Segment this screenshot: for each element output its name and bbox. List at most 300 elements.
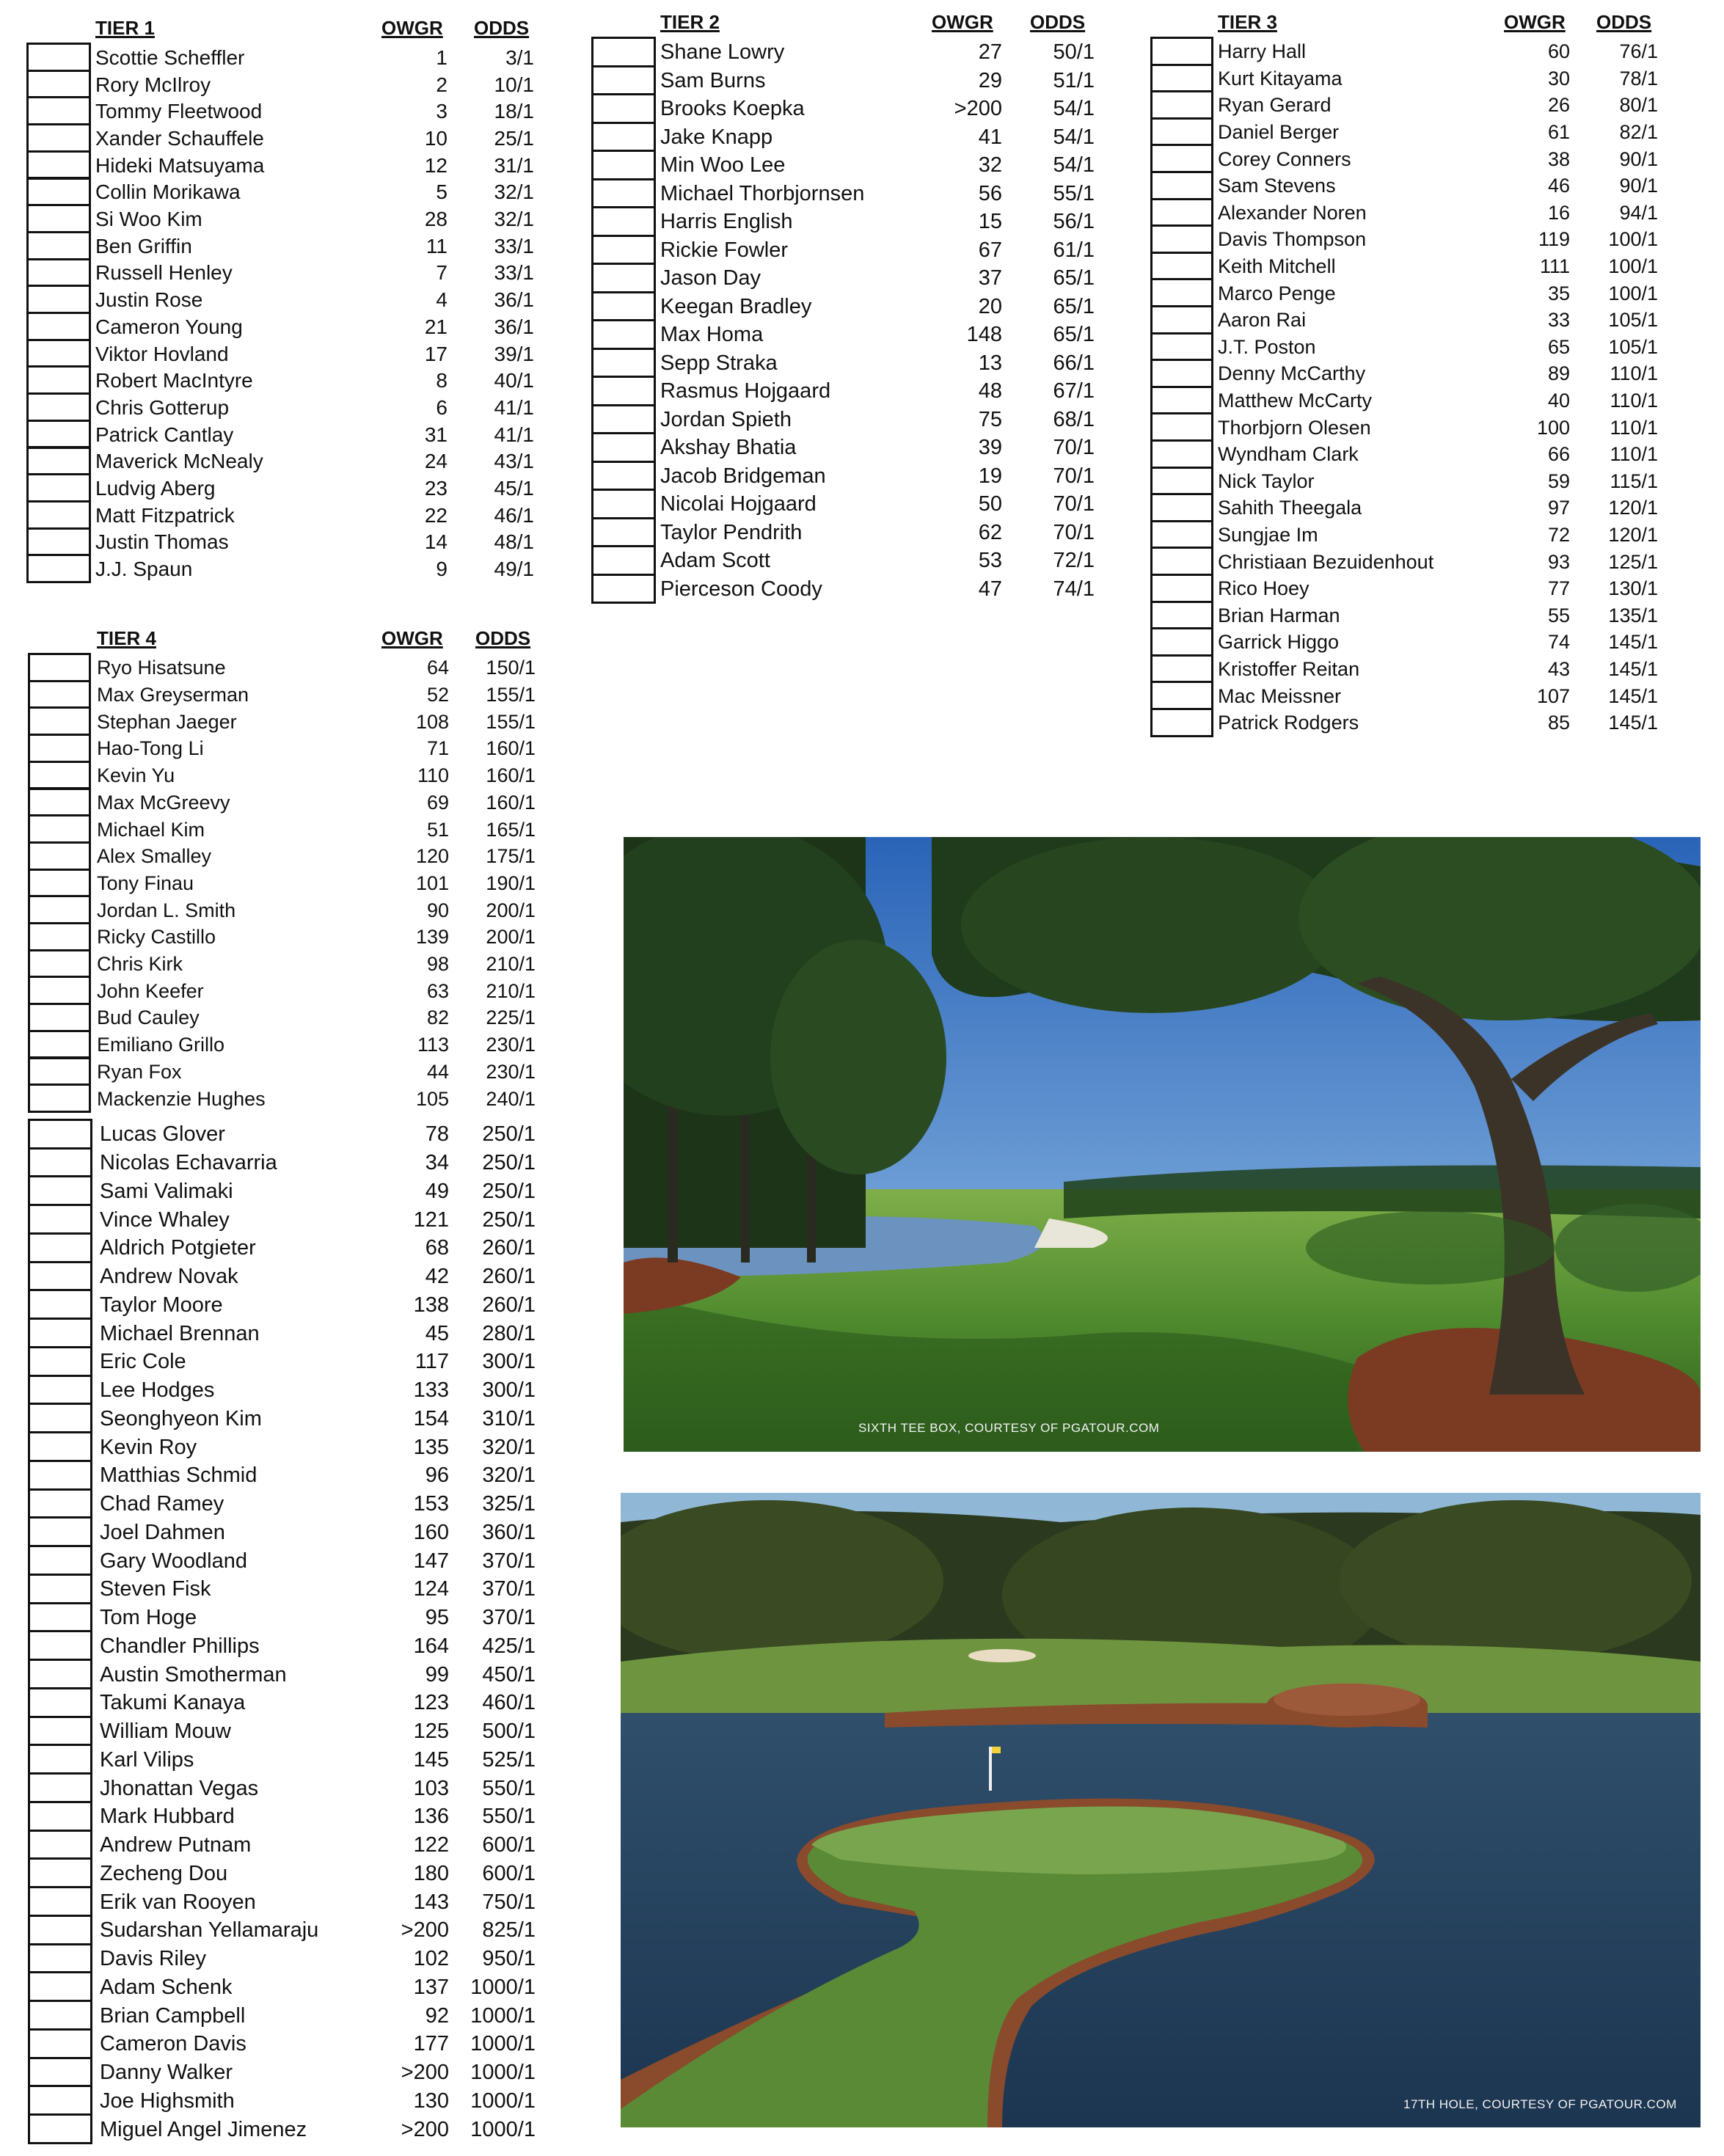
player-odds: 325/1 (482, 1492, 536, 1516)
tier-1-list (26, 13, 540, 583)
player-owgr: 93 (1547, 550, 1570, 573)
player-odds: 3/1 (505, 45, 534, 69)
player-name: Alex Smalley (97, 845, 212, 868)
pick-checkbox[interactable] (28, 1119, 92, 1150)
pick-checkbox[interactable] (591, 263, 656, 293)
player-name: Chandler Phillips (100, 1634, 260, 1658)
player-owgr: 17 (424, 342, 448, 365)
player-odds: 500/1 (482, 1720, 536, 1744)
player-odds: 31/1 (494, 153, 534, 177)
pick-checkbox[interactable] (28, 1003, 91, 1032)
player-owgr: 122 (413, 1833, 449, 1857)
player-name: Sam Burns (660, 68, 766, 92)
player-owgr: 90 (426, 899, 449, 921)
photo-caption: 17TH HOLE, COURTESY OF PGATOUR.COM (1403, 2097, 1677, 2111)
pick-checkbox[interactable] (1150, 386, 1213, 415)
player-row (28, 814, 541, 844)
pick-checkbox[interactable] (26, 70, 91, 99)
player-row (28, 922, 541, 951)
player-name: Adam Scott (660, 549, 770, 573)
pick-checkbox[interactable] (26, 473, 91, 503)
player-odds: 1000/1 (470, 2117, 536, 2141)
tier-4-list (28, 624, 541, 2144)
pick-checkbox[interactable] (28, 2113, 92, 2144)
pick-checkbox[interactable] (28, 1261, 92, 1292)
pick-checkbox[interactable] (28, 1857, 92, 1888)
pick-checkbox[interactable] (26, 420, 91, 449)
pick-checkbox[interactable] (28, 841, 91, 871)
player-row (1150, 627, 1664, 657)
owgr-header: OWGR (381, 17, 443, 39)
pick-checkbox[interactable] (28, 1886, 92, 1917)
player-name: Aldrich Potgieter (100, 1236, 256, 1260)
pick-checkbox[interactable] (28, 1346, 92, 1377)
player-name: Marco Penge (1218, 282, 1336, 304)
pick-checkbox[interactable] (28, 949, 91, 979)
player-name: Brian Harman (1218, 604, 1340, 626)
player-name: Adam Schenk (100, 1975, 233, 1999)
player-odds: 250/1 (482, 1151, 536, 1175)
player-row (1150, 278, 1664, 307)
pick-checkbox[interactable] (28, 706, 91, 736)
pick-checkbox[interactable] (1150, 467, 1213, 496)
player-owgr: 55 (1547, 604, 1570, 626)
pick-checkbox[interactable] (28, 2028, 92, 2059)
pick-checkbox[interactable] (591, 93, 656, 124)
pick-checkbox[interactable] (591, 348, 656, 379)
player-owgr: 47 (978, 577, 1002, 601)
pick-checkbox[interactable] (591, 37, 656, 67)
pick-checkbox[interactable] (28, 1687, 92, 1718)
seventeenth-hole-photo (621, 1493, 1701, 2127)
pick-checkbox[interactable] (1150, 520, 1213, 549)
player-odds: 1000/1 (470, 1975, 536, 1999)
player-odds: 120/1 (1608, 524, 1658, 547)
player-name: J.T. Poston (1218, 335, 1316, 358)
player-owgr: 34 (425, 1151, 449, 1175)
pick-checkbox[interactable] (28, 1147, 92, 1178)
pick-checkbox[interactable] (26, 365, 91, 395)
player-name: Matthew McCarty (1218, 390, 1373, 412)
pick-checkbox[interactable] (28, 1602, 92, 1633)
player-name: Aaron Rai (1218, 309, 1307, 332)
player-odds: 145/1 (1608, 684, 1658, 707)
tier-rows (1150, 37, 1664, 737)
player-owgr: >200 (401, 1918, 449, 1943)
player-row (26, 231, 540, 260)
player-name: Andrew Novak (100, 1265, 238, 1289)
player-odds: 110/1 (1610, 416, 1658, 439)
player-name: Taylor Pendrith (660, 520, 803, 544)
player-row (591, 545, 1105, 576)
pick-checkbox[interactable] (26, 285, 91, 314)
player-name: Sami Valimaki (100, 1179, 233, 1203)
player-name: Justin Rose (95, 288, 203, 312)
player-name: Chad Ramey (100, 1492, 224, 1516)
player-row (1150, 708, 1664, 737)
pick-checkbox[interactable] (1150, 171, 1213, 200)
pick-checkbox[interactable] (591, 65, 656, 96)
player-odds: 45/1 (494, 477, 534, 500)
pick-checkbox[interactable] (28, 1084, 91, 1113)
player-odds: 130/1 (1608, 577, 1658, 600)
pick-checkbox[interactable] (28, 1460, 92, 1491)
pick-checkbox[interactable] (28, 1830, 92, 1860)
player-owgr: 85 (1547, 712, 1570, 734)
player-row (28, 1147, 541, 1178)
player-name: John Keefer (97, 979, 204, 1002)
pick-checkbox[interactable] (591, 404, 656, 435)
player-name: Miguel Angel Jimenez (100, 2117, 307, 2141)
pick-checkbox[interactable] (591, 376, 656, 406)
pick-checkbox[interactable] (28, 1175, 92, 1206)
pick-checkbox[interactable] (28, 653, 91, 682)
pick-checkbox[interactable] (1150, 574, 1213, 603)
player-name: Max McGreevy (97, 791, 230, 814)
pick-checkbox[interactable] (591, 517, 656, 548)
player-owgr: 89 (1547, 362, 1570, 385)
pick-checkbox[interactable] (591, 574, 656, 604)
player-odds: 110/1 (1610, 390, 1658, 412)
pick-checkbox[interactable] (1150, 708, 1213, 737)
player-owgr: 39 (978, 436, 1002, 460)
player-row (591, 263, 1105, 293)
player-row (591, 291, 1105, 322)
player-name: Cameron Davis (100, 2032, 246, 2056)
pick-checkbox[interactable] (28, 1943, 92, 1974)
pick-checkbox[interactable] (28, 1744, 92, 1775)
pick-checkbox[interactable] (1150, 332, 1213, 362)
player-owgr: 180 (413, 1861, 449, 1885)
player-row (591, 376, 1105, 406)
player-name: Stephan Jaeger (97, 710, 237, 733)
pick-checkbox[interactable] (28, 1289, 92, 1320)
player-name: Matt Fitzpatrick (95, 503, 235, 527)
player-row (26, 96, 540, 125)
player-row (28, 1232, 541, 1263)
island-green-image (621, 1493, 1701, 2127)
pick-checkbox[interactable] (28, 1915, 92, 1945)
player-owgr: 43 (1547, 658, 1570, 681)
player-name: Lucas Glover (100, 1122, 225, 1147)
player-name: Kurt Kitayama (1218, 67, 1343, 89)
player-owgr: 96 (425, 1463, 449, 1488)
pick-checkbox[interactable] (28, 1057, 91, 1086)
player-name: Vince Whaley (100, 1207, 230, 1232)
player-row (28, 1830, 541, 1860)
player-name: Patrick Cantlay (95, 423, 234, 446)
pick-checkbox[interactable] (1150, 601, 1213, 630)
player-owgr: 6 (436, 395, 448, 419)
player-odds: 150/1 (486, 657, 536, 679)
pick-checkbox[interactable] (28, 2057, 92, 2088)
player-owgr: 59 (1547, 469, 1570, 492)
player-odds: 67/1 (1053, 379, 1095, 403)
player-odds: 370/1 (482, 1549, 536, 1573)
tier-3-list (1150, 7, 1664, 737)
player-owgr: 113 (417, 1034, 449, 1056)
pick-checkbox[interactable] (28, 1630, 92, 1661)
player-odds: 175/1 (486, 845, 536, 868)
player-odds: 250/1 (482, 1179, 536, 1203)
pick-checkbox[interactable] (28, 734, 91, 763)
pick-checkbox[interactable] (591, 122, 656, 153)
player-row (591, 150, 1105, 180)
pick-checkbox[interactable] (28, 1488, 92, 1519)
pick-checkbox[interactable] (1150, 278, 1213, 307)
pick-checkbox[interactable] (26, 339, 91, 368)
player-odds: 450/1 (482, 1662, 536, 1687)
player-name: Sepp Straka (660, 351, 778, 375)
pick-checkbox[interactable] (1150, 37, 1213, 66)
pick-checkbox[interactable] (26, 392, 91, 422)
player-name: Nicolas Echavarria (100, 1151, 277, 1175)
player-name: Ricky Castillo (97, 926, 216, 949)
player-owgr: 32 (978, 153, 1002, 178)
player-name: Min Woo Lee (660, 153, 786, 178)
pick-checkbox[interactable] (1150, 412, 1213, 442)
pick-checkbox[interactable] (28, 1545, 92, 1576)
player-owgr: 99 (425, 1662, 449, 1687)
player-owgr: 63 (426, 979, 449, 1002)
pick-checkbox[interactable] (28, 1659, 92, 1689)
pick-checkbox[interactable] (591, 461, 656, 492)
pick-checkbox[interactable] (26, 43, 91, 72)
player-row (28, 1915, 541, 1945)
player-row (28, 1602, 541, 1633)
player-name: Harry Hall (1218, 40, 1307, 63)
player-row (26, 554, 540, 583)
pick-checkbox[interactable] (591, 319, 656, 350)
player-name: Brian Campbell (100, 2003, 246, 2028)
player-row (28, 1716, 541, 1747)
player-row (26, 43, 540, 72)
pick-checkbox[interactable] (1150, 547, 1213, 576)
player-owgr: 23 (424, 477, 448, 500)
player-name: Chris Kirk (97, 953, 183, 976)
player-name: Davis Thompson (1218, 228, 1367, 251)
player-row (1150, 574, 1664, 603)
player-odds: 32/1 (494, 208, 534, 231)
pick-checkbox[interactable] (28, 976, 91, 1005)
pick-checkbox[interactable] (28, 1971, 92, 2002)
pick-checkbox[interactable] (26, 447, 91, 476)
player-owgr: 56 (978, 181, 1002, 205)
pick-checkbox[interactable] (28, 1030, 91, 1059)
player-owgr: 28 (424, 208, 448, 231)
pick-checkbox[interactable] (28, 1801, 92, 1832)
pick-checkbox[interactable] (26, 312, 91, 341)
pick-checkbox[interactable] (28, 922, 91, 951)
pick-checkbox[interactable] (28, 761, 91, 790)
pick-checkbox[interactable] (1150, 439, 1213, 469)
player-row (28, 1289, 541, 1320)
player-row (591, 574, 1105, 604)
player-odds: 90/1 (1619, 175, 1658, 197)
player-owgr: 50 (978, 492, 1002, 516)
player-name: Robert MacIntyre (95, 369, 253, 392)
pick-checkbox[interactable] (26, 554, 91, 583)
player-row (28, 1030, 541, 1059)
pick-checkbox[interactable] (1150, 117, 1213, 147)
player-odds: 225/1 (486, 1006, 536, 1029)
pick-checkbox[interactable] (591, 150, 656, 180)
pick-checkbox[interactable] (26, 500, 91, 530)
player-odds: 460/1 (482, 1691, 536, 1715)
owgr-header: OWGR (381, 627, 443, 649)
pick-checkbox[interactable] (591, 291, 656, 322)
pick-checkbox[interactable] (28, 895, 91, 924)
player-owgr: 74 (1547, 631, 1570, 654)
player-odds: 39/1 (494, 342, 534, 365)
pick-checkbox[interactable] (1150, 64, 1213, 93)
player-owgr: 65 (1547, 335, 1570, 358)
pick-checkbox[interactable] (28, 1204, 92, 1235)
player-row (591, 404, 1105, 435)
pick-checkbox[interactable] (28, 1375, 92, 1406)
pick-checkbox[interactable] (1150, 252, 1213, 281)
player-row (28, 949, 541, 979)
player-odds: 41/1 (494, 395, 534, 419)
player-name: William Mouw (100, 1720, 231, 1744)
player-name: Alexander Noren (1218, 201, 1367, 224)
pick-checkbox[interactable] (591, 178, 656, 209)
pick-checkbox[interactable] (26, 258, 91, 288)
pick-checkbox[interactable] (1150, 359, 1213, 388)
player-row (28, 2057, 541, 2088)
player-odds: 50/1 (1053, 40, 1095, 65)
player-name: Sam Stevens (1218, 175, 1336, 197)
pick-checkbox[interactable] (28, 814, 91, 844)
pick-checkbox[interactable] (591, 235, 656, 266)
player-row (1150, 252, 1664, 281)
player-odds: 65/1 (1053, 323, 1095, 347)
player-odds: 46/1 (494, 503, 534, 527)
pick-checkbox[interactable] (28, 680, 91, 709)
player-odds: 125/1 (1608, 550, 1658, 573)
pick-checkbox[interactable] (28, 1516, 92, 1547)
player-row (28, 1744, 541, 1775)
pick-checkbox[interactable] (1150, 198, 1213, 227)
player-row (26, 285, 540, 314)
player-name: Michael Thorbjornsen (660, 181, 865, 205)
pick-checkbox[interactable] (591, 206, 656, 237)
pick-checkbox[interactable] (26, 123, 91, 153)
odds-header: ODDS (474, 17, 530, 39)
pick-checkbox[interactable] (26, 150, 91, 180)
pick-checkbox[interactable] (28, 869, 91, 898)
player-owgr: 160 (413, 1520, 449, 1544)
pick-checkbox[interactable] (1150, 144, 1213, 173)
player-name: Seonghyeon Kim (100, 1406, 262, 1430)
player-row (1150, 681, 1664, 710)
player-row (591, 461, 1105, 492)
player-row (28, 2028, 541, 2059)
player-name: Karl Vilips (100, 1747, 194, 1772)
player-odds: 74/1 (1053, 577, 1095, 601)
player-odds: 240/1 (486, 1087, 536, 1110)
pick-checkbox[interactable] (28, 1318, 92, 1348)
pick-checkbox[interactable] (26, 204, 91, 233)
pick-checkbox[interactable] (1150, 493, 1213, 522)
player-row (1150, 493, 1664, 522)
pick-checkbox[interactable] (28, 788, 91, 817)
player-name: Hao-Tong Li (97, 737, 204, 760)
pick-checkbox[interactable] (28, 1574, 92, 1604)
sixth-tee-photo (624, 837, 1701, 1452)
player-owgr: 119 (1538, 228, 1570, 251)
tier-rows (591, 37, 1105, 604)
pick-checkbox[interactable] (28, 1772, 92, 1803)
player-owgr: 102 (413, 1947, 449, 1971)
player-owgr: 21 (424, 315, 448, 338)
player-name: Ryo Hisatsune (97, 657, 226, 679)
pick-checkbox[interactable] (26, 527, 91, 557)
player-odds: 41/1 (494, 423, 534, 446)
player-owgr: >200 (401, 2117, 449, 2141)
pick-checkbox[interactable] (28, 1403, 92, 1433)
player-owgr: 26 (1547, 94, 1570, 117)
pick-checkbox[interactable] (28, 1431, 92, 1462)
pick-checkbox[interactable] (1150, 681, 1213, 710)
player-odds: 110/1 (1610, 362, 1658, 385)
tier-header (26, 13, 540, 43)
player-owgr: 121 (413, 1207, 449, 1232)
pick-checkbox[interactable] (28, 2000, 92, 2031)
player-odds: 200/1 (486, 926, 536, 949)
pick-checkbox[interactable] (1150, 305, 1213, 335)
player-name: Ryan Gerard (1218, 94, 1332, 117)
player-name: Corey Conners (1218, 147, 1351, 170)
player-row (591, 432, 1105, 463)
player-owgr: 13 (978, 351, 1002, 375)
pick-checkbox[interactable] (26, 231, 91, 260)
pick-checkbox[interactable] (26, 96, 91, 125)
player-odds: 56/1 (1053, 210, 1095, 234)
pick-checkbox[interactable] (591, 489, 656, 519)
player-odds: 70/1 (1053, 464, 1095, 488)
pick-checkbox[interactable] (28, 2085, 92, 2116)
player-row (28, 1488, 541, 1519)
pick-checkbox[interactable] (28, 1232, 92, 1263)
player-name: Danny Walker (100, 2061, 233, 2085)
pick-checkbox[interactable] (591, 545, 656, 576)
pick-checkbox[interactable] (1150, 224, 1213, 254)
pick-checkbox[interactable] (26, 178, 91, 207)
player-name: Keith Mitchell (1218, 255, 1336, 278)
pick-checkbox[interactable] (1150, 627, 1213, 657)
player-name: Patrick Rodgers (1218, 712, 1359, 734)
player-odds: 54/1 (1053, 125, 1095, 149)
player-name: Eric Cole (100, 1350, 186, 1374)
player-owgr: 66 (1547, 443, 1570, 466)
player-owgr: 98 (426, 953, 449, 976)
player-odds: 65/1 (1053, 294, 1095, 318)
player-odds: 425/1 (482, 1634, 536, 1658)
player-name: Chris Gotterup (95, 395, 230, 419)
pick-checkbox[interactable] (591, 432, 656, 463)
player-odds: 145/1 (1608, 631, 1658, 654)
pick-checkbox[interactable] (28, 1716, 92, 1747)
pick-checkbox[interactable] (1150, 90, 1213, 120)
player-name: Max Homa (660, 323, 764, 347)
player-name: Sudarshan Yellamaraju (100, 1918, 319, 1943)
player-odds: 1000/1 (470, 2089, 536, 2113)
player-odds: 190/1 (486, 871, 536, 894)
player-odds: 78/1 (1619, 67, 1658, 89)
pick-checkbox[interactable] (1150, 654, 1213, 684)
player-row (28, 1375, 541, 1406)
